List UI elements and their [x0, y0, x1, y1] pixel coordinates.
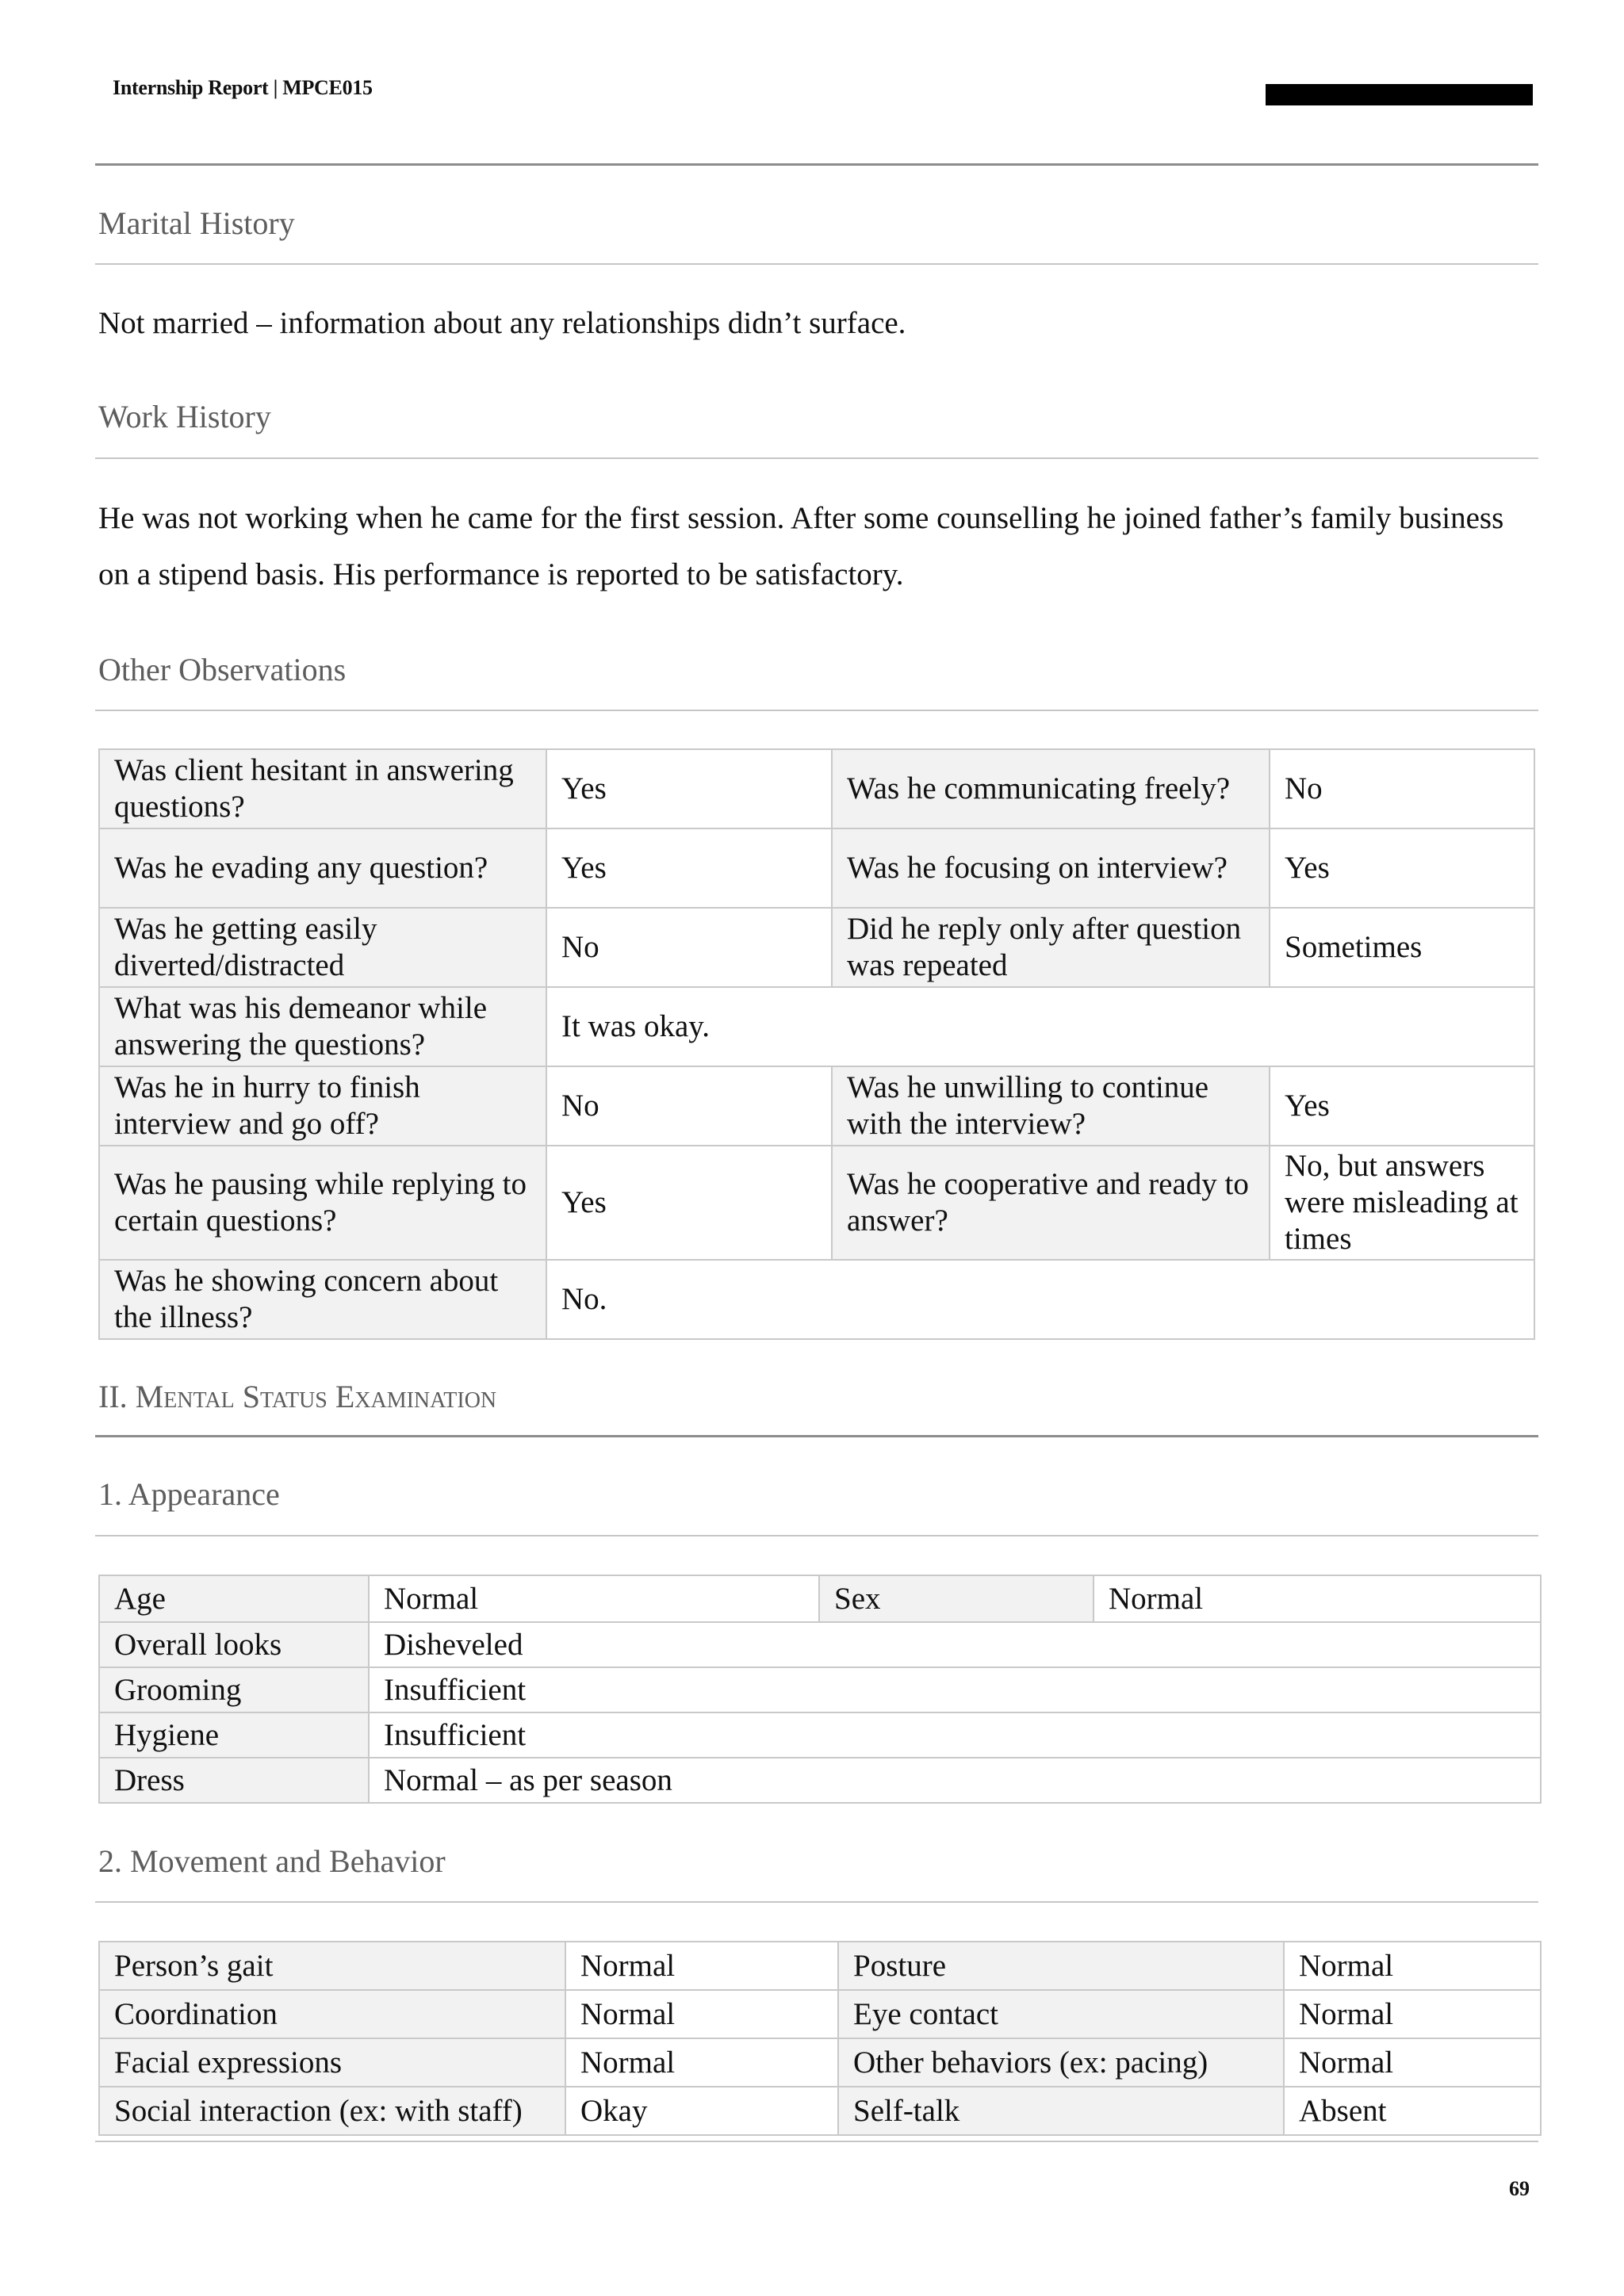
- table-row: [99, 2038, 1541, 2087]
- movement-value: Absent: [1284, 2087, 1541, 2135]
- mse-heading: II. Mental Status Examination: [98, 1379, 497, 1414]
- movement-value: Normal: [1284, 1990, 1541, 2038]
- appearance-label: Sex: [819, 1575, 1094, 1622]
- movement-heading: 2. Movement and Behavior: [98, 1843, 446, 1879]
- movement-table: [98, 1941, 1542, 2136]
- table-row: [99, 1667, 1541, 1712]
- table-row: [99, 1990, 1541, 2038]
- observation-answer: Yes: [546, 828, 832, 908]
- observation-question: Was he focusing on interview?: [832, 828, 1270, 908]
- movement-value: Normal: [565, 2038, 838, 2087]
- observation-answer: No.: [546, 1260, 1534, 1339]
- movement-value: Okay: [565, 2087, 838, 2135]
- page-number: 69: [1509, 2177, 1530, 2200]
- work-history-text: He was not working when he came for the first session. After some counselling he joined father’s family business on a stipend basis. His performance is reported to be satisfactory.: [98, 501, 1504, 591]
- section-rule: [95, 457, 1538, 459]
- appearance-value: Insufficient: [369, 1667, 1541, 1712]
- observation-question: Did he reply only after question was repeated: [832, 908, 1270, 987]
- observation-question: Was he evading any question?: [99, 828, 546, 908]
- movement-label: Coordination: [99, 1990, 565, 2038]
- movement-label: Social interaction (ex: with staff): [99, 2087, 565, 2135]
- observation-question: Was he in hurry to finish interview and go off?: [99, 1066, 546, 1146]
- movement-value: Normal: [1284, 1942, 1541, 1990]
- movement-label: Other behaviors (ex: pacing): [838, 2038, 1284, 2087]
- table-row: [99, 749, 1534, 828]
- observation-answer: No, but answers were misleading at times: [1270, 1146, 1534, 1260]
- appearance-heading: 1. Appearance: [98, 1476, 280, 1512]
- movement-value: Normal: [565, 1990, 838, 2038]
- marital-history-heading: Marital History: [98, 205, 295, 241]
- observation-answer: Yes: [1270, 1066, 1534, 1146]
- movement-value: Normal: [1284, 2038, 1541, 2087]
- observations-table: [98, 748, 1535, 1340]
- observation-answer: Yes: [546, 1146, 832, 1260]
- observation-answer: No: [546, 1066, 832, 1146]
- observation-answer: Yes: [546, 749, 832, 828]
- other-observations-heading: Other Observations: [98, 652, 347, 687]
- appearance-label: Hygiene: [99, 1712, 369, 1758]
- movement-label: Posture: [838, 1942, 1284, 1990]
- table-row: [99, 1942, 1541, 1990]
- observation-answer: Yes: [1270, 828, 1534, 908]
- observation-question: Was he communicating freely?: [832, 749, 1270, 828]
- observation-question: Was he pausing while replying to certain questions?: [99, 1146, 546, 1260]
- section-rule: [95, 1435, 1538, 1437]
- observation-question: Was client hesitant in answering questions?: [99, 749, 546, 828]
- appearance-value: Normal: [1094, 1575, 1541, 1622]
- table-row: [99, 987, 1534, 1066]
- work-history-heading: Work History: [98, 399, 271, 434]
- table-row: [99, 1575, 1541, 1622]
- table-row: [99, 908, 1534, 987]
- redaction-bar: [1266, 84, 1533, 105]
- table-row: [99, 1146, 1534, 1260]
- table-row: [99, 828, 1534, 908]
- observation-answer: No: [546, 908, 832, 987]
- movement-label: Eye contact: [838, 1990, 1284, 2038]
- observation-question: Was he unwilling to continue with the interview?: [832, 1066, 1270, 1146]
- appearance-label: Dress: [99, 1758, 369, 1803]
- marital-history-text: Not married – information about any relationships didn’t surface.: [98, 306, 906, 340]
- footer-rule: [95, 2141, 1538, 2142]
- observation-answer: No: [1270, 749, 1534, 828]
- movement-label: Facial expressions: [99, 2038, 565, 2087]
- table-row: [99, 1758, 1541, 1803]
- header-title: Internship Report | MPCE015: [113, 76, 373, 99]
- table-row: [99, 1260, 1534, 1339]
- appearance-value: Normal – as per season: [369, 1758, 1541, 1803]
- section-rule: [95, 263, 1538, 265]
- appearance-value: Insufficient: [369, 1712, 1541, 1758]
- section-rule: [95, 1901, 1538, 1903]
- appearance-value: Normal: [369, 1575, 819, 1622]
- table-row: [99, 1712, 1541, 1758]
- observation-question: Was he cooperative and ready to answer?: [832, 1146, 1270, 1260]
- table-row: [99, 1622, 1541, 1667]
- header-rule: [95, 163, 1538, 166]
- movement-label: Person’s gait: [99, 1942, 565, 1990]
- movement-value: Normal: [565, 1942, 838, 1990]
- appearance-table: [98, 1575, 1542, 1804]
- observation-question: Was he showing concern about the illness?: [99, 1260, 546, 1339]
- table-row: [99, 2087, 1541, 2135]
- appearance-label: Grooming: [99, 1667, 369, 1712]
- appearance-value: Disheveled: [369, 1622, 1541, 1667]
- section-rule: [95, 710, 1538, 711]
- observation-answer: It was okay.: [546, 987, 1534, 1066]
- appearance-label: Age: [99, 1575, 369, 1622]
- movement-label: Self-talk: [838, 2087, 1284, 2135]
- observation-answer: Sometimes: [1270, 908, 1534, 987]
- appearance-label: Overall looks: [99, 1622, 369, 1667]
- table-row: [99, 1066, 1534, 1146]
- section-rule: [95, 1535, 1538, 1536]
- observation-question: What was his demeanor while answering the questions?: [99, 987, 546, 1066]
- observation-question: Was he getting easily diverted/distracted: [99, 908, 546, 987]
